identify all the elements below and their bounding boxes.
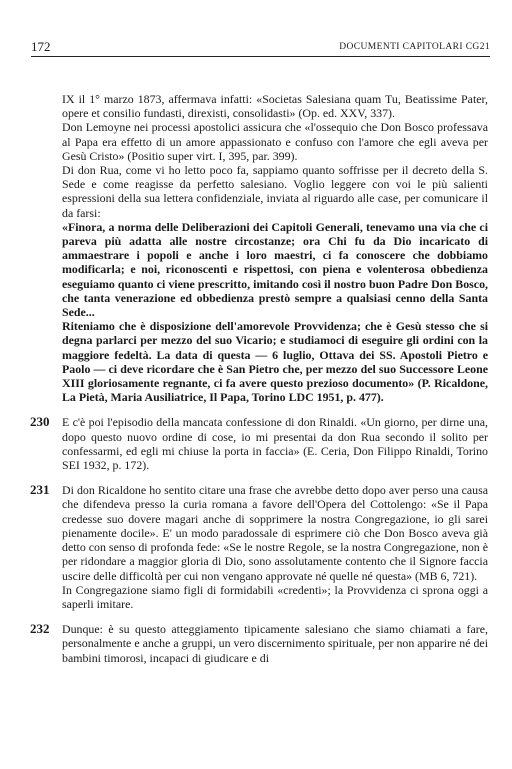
section-number: 232	[30, 621, 50, 637]
section-232	[30, 621, 488, 665]
section-230	[30, 414, 488, 473]
section-231-text: Di don Ricaldone ho sentito citare una frase che avrebbe detto dopo aver perso una causa che difendeva presso la curia romana a favore dell'Opera del Cottolengo: «Se il Papa credesse suo dovere magari anche di sopprimere la nostra Congregazione, io gli sarei pienamente docile». E' un modo paradossale di esprimere ciò che Don Bosco aveva già detto con senso di profonda fede: «Se le nostre Regole, se la nostra Congregazione, non è per ridondare a maggior gloria di Dio, sono assolutamente contento che il Signore faccia uscire delle difficoltà per cui non vengano approvate né quelle né questa» (MB 6, 721).	[62, 483, 488, 583]
running-head: DOCUMENTI CAPITOLARI CG21	[339, 42, 490, 52]
section-231-text-2: In Congregazione siamo figli di formidabili «credenti»; la Provvidenza ci sprona oggi a saperli imitare.	[62, 582, 488, 611]
quoted-letter-paragraph-2: Riteniamo che è disposizione dell'amorevole Provvidenza; che è Gesù stesso che si degna parlarci per mezzo del suo Vicario; e studiamoci di eseguire gli ordini con la maggiore fedeltà. La data di questa — 6 luglio, Ottava dei SS. Apostoli Pietro e Paolo — ci deve ricordare che è San Pietro che, per mezzo del suo Successore Leone XIII gloriosamente regnante, ci fa avere questo prezioso documento» (P. Ricaldone, La Pietà, Maria Ausiliatrice, Il Papa, Torino LDC 1951, p. 477).	[62, 319, 488, 405]
section-232-text: Dunque: è su questo atteggiamento tipicamente salesiano che siamo chiamati a fare, personalmente e anche a gruppi, un vero discernimento spirituale, per non apparire né dei bambini timorosi, incapaci di giudicare e di	[62, 622, 488, 665]
paragraph-1: IX il 1° marzo 1873, affermava infatti: «Societas Salesiana quam Tu, Beatissime Pater, opere et consilio fundasti, direxisti, consolidasti» (Op. ed. XXV, 337).	[62, 92, 488, 121]
quoted-letter-paragraph-1: «Finora, a norma delle Deliberazioni dei Capitoli Generali, tenevamo una via che ci pareva più adatta alle nostre circostanze; ora Chi fu da Dio incaricato di ammaestrare i popoli e anche i loro maestri, ci fa conoscere che dobbiamo modificarla; e noi, riconoscenti e rispettosi, con piena e volenterosa obbedienza eseguiamo quanto ci viene prescritto, imitando così il nostro buon Padre Don Bosco, che tanta venerazione ed obbedienza prestò sempre a qualsiasi cenno della Santa Sede...	[62, 219, 488, 320]
body-text	[30, 92, 488, 665]
page-number: 172	[31, 39, 51, 54]
section-230-text: E c'è poi l'episodio della mancata confessione di don Rinaldi. «Un giorno, per dirne una, dopo questo nuovo ordine di cose, io mi presentai da don Rua secondo il solito per confessarmi, ed egli mi chiuse la porta in faccia» (E. Ceria, Don Filippo Rinaldi, Torino SEI 1932, p. 172).	[62, 415, 488, 473]
paragraph-2: Don Lemoyne nei processi apostolici assicura che «l'ossequio che Don Bosco professava al Papa era effetto di un amore appassionato e confuso con l'amore che egli aveva per Gesù Cristo» (Positio super virt. I, 395, par. 399).	[62, 120, 488, 163]
section-number: 230	[30, 414, 50, 430]
section-231	[30, 482, 488, 611]
section-number: 231	[30, 482, 50, 498]
page-header	[31, 40, 490, 57]
paragraph-3: Di don Rua, come vi ho letto poco fa, sappiamo quanto soffrisse per il decreto della S. Sede e come reagisse da perfetto salesiano. Voglio leggere con voi le più salienti espressioni della sua lettera confidenziale, inviata al riguardo alle case, per comunicare il da farsi:	[62, 163, 488, 220]
